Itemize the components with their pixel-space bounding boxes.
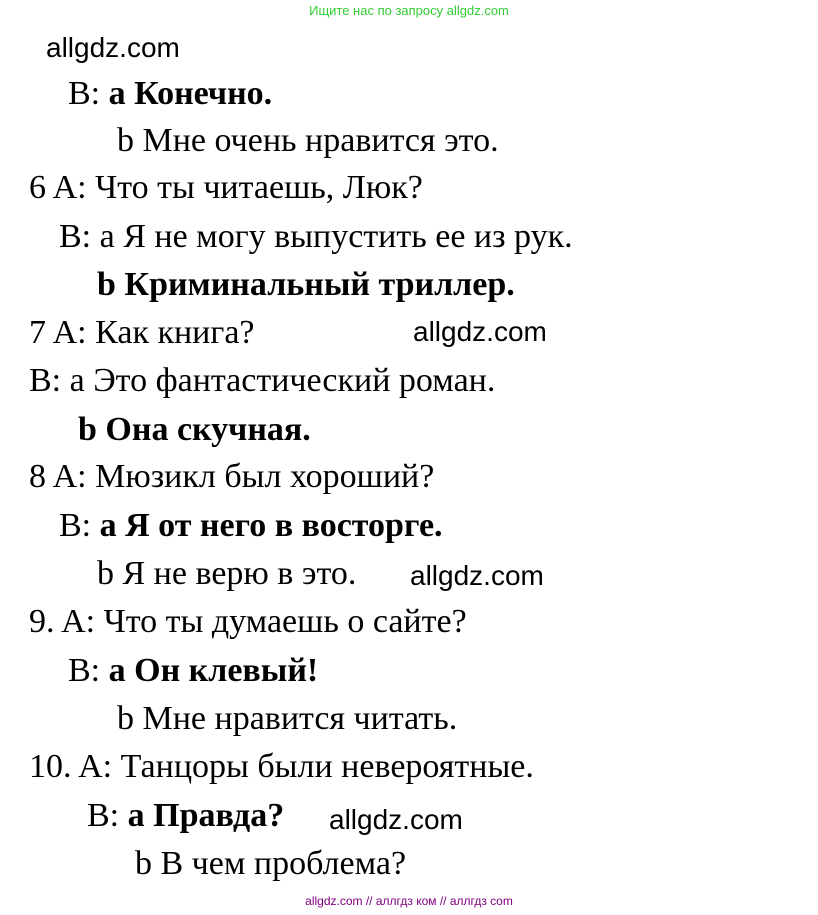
selected-answer: b Криминальный триллер. <box>97 266 515 303</box>
selected-answer: a Правда? <box>127 797 285 834</box>
speaker-label: B: <box>68 652 109 689</box>
selected-answer: b Она скучная. <box>78 411 311 448</box>
dialogue-line <box>68 651 318 691</box>
selected-answer: a Он клевый! <box>108 652 319 689</box>
selected-answer: a Я от него в восторге. <box>99 507 443 544</box>
speaker-label: B: <box>87 797 128 834</box>
dialogue-line: 7 A: Как книга? <box>29 314 255 351</box>
dialogue-line: b В чем проблема? <box>135 845 407 882</box>
watermark: allgdz.com <box>46 32 180 63</box>
bottom-banner[interactable]: allgdz.com // аллгдз ком // аллгдз com <box>305 894 513 908</box>
watermark: allgdz.com <box>413 316 547 347</box>
dialogue-line: 10. A: Танцоры были невероятные. <box>29 748 534 785</box>
dialogue-line: 8 A: Мюзикл был хороший? <box>29 458 435 495</box>
dialogue-line: 6 A: Что ты читаешь, Люк? <box>29 169 423 206</box>
dialogue-line: B: a Это фантастический роман. <box>29 362 496 399</box>
dialogue-line <box>87 796 284 836</box>
dialogue-line <box>68 74 272 114</box>
dialogue-line: B: a Я не могу выпустить ее из рук. <box>59 218 573 255</box>
dialogue-line: 9. A: Что ты думаешь о сайте? <box>29 603 467 640</box>
dialogue-line <box>59 506 443 546</box>
selected-answer: a Конечно. <box>108 75 273 112</box>
speaker-label: B: <box>59 507 100 544</box>
dialogue-line: b Мне нравится читать. <box>117 700 458 737</box>
watermark: allgdz.com <box>329 804 463 835</box>
top-banner[interactable]: Ищите нас по запросу allgdz.com <box>309 3 509 18</box>
dialogue-line: b Я не верю в это. <box>97 555 357 592</box>
speaker-label: B: <box>68 75 109 112</box>
dialogue-line: b Мне очень нравится это. <box>117 122 499 159</box>
watermark: allgdz.com <box>410 560 544 591</box>
